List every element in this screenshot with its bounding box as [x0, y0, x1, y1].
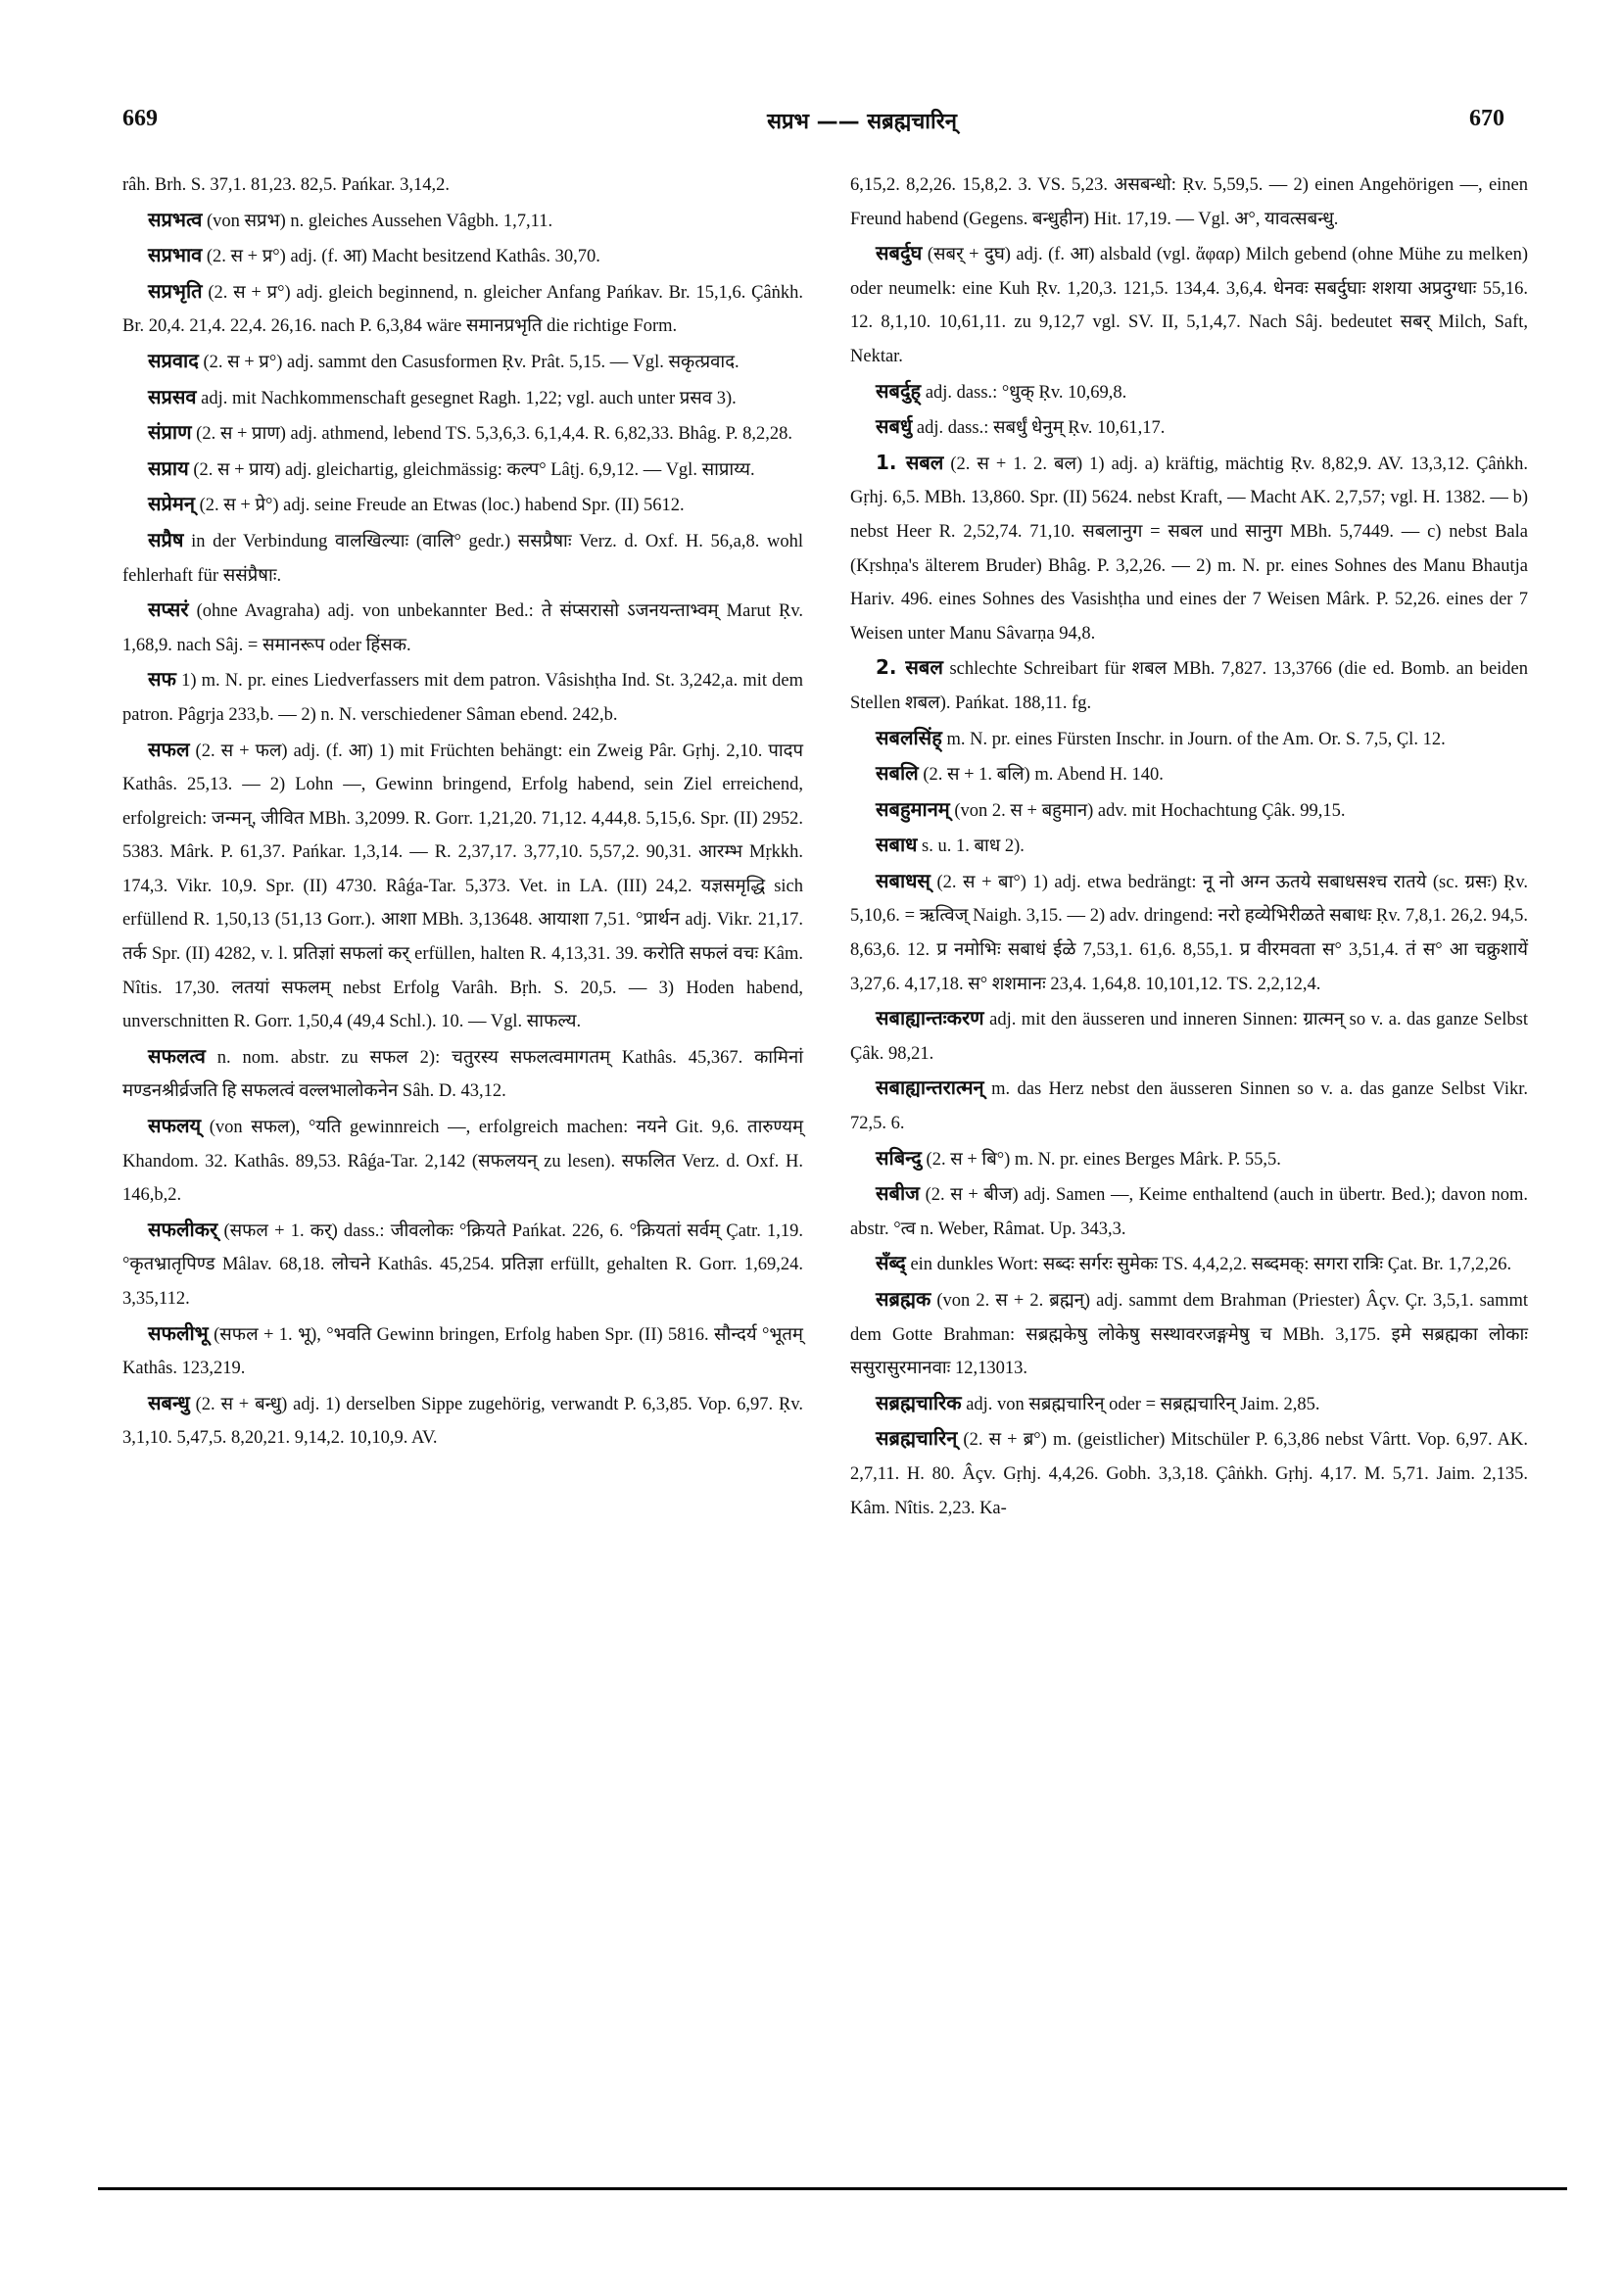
dictionary-entry — [122, 662, 803, 732]
entry-headword: सब्रह्मक — [876, 1287, 931, 1311]
dictionary-entry — [122, 593, 803, 662]
entry-headword: सप्रवाद — [148, 348, 199, 372]
entry-headword: सँब्द् — [876, 1251, 906, 1275]
entry-headword: सबन्धु — [148, 1390, 190, 1414]
entry-headword: सप्राय — [148, 455, 189, 480]
entry-text: (2. स + बि°) m. N. pr. eines Berges Mârk. P. 55,5. — [926, 1149, 1281, 1170]
entry-headword: संप्राण — [148, 420, 192, 445]
footer-rule — [98, 2187, 1567, 2190]
dictionary-entry — [122, 274, 803, 344]
dictionary-entry — [122, 415, 803, 452]
dictionary-entry — [850, 828, 1528, 864]
dictionary-entry — [850, 1421, 1528, 1525]
entry-text: (2. स + प्र°) adj. sammt den Casusformen Ṛv. Prât. 5,15. — Vgl. सकृत्प्रवाद. — [203, 352, 739, 372]
entry-headword: सफलत्व — [148, 1043, 206, 1068]
entry-headword: सबाह्यान्तःकरण — [876, 1006, 984, 1030]
dictionary-entry — [850, 1176, 1528, 1246]
dictionary-entry — [850, 374, 1528, 410]
entry-headword: सबिन्दु — [876, 1145, 922, 1170]
entry-text: (2. स + ब्र°) m. (geistlicher) Mitschüler P. 6,3,86 nebst Vârtt. Vop. 6,97. AK. 2,7,11. H. 80. Âçv. Gṛhj. 4,4,26. Gobh. 3,3,18. Çâṅkh. Gṛhj. 4,17. M. 5,71. Jaim. 2,135. Kâm. Nîtis. 2,23. Ka- — [850, 1430, 1528, 1518]
right-column — [850, 168, 1528, 1525]
entry-text: (2. स + फल) adj. (f. आ) 1) mit Früchten behängt: ein Zweig Pâr. Gṛhj. 2,10. पादप Kathâs. 25,13. — 2) Lohn —, Gewinn bringend, Erfolg habend, sein Ziel erreichend, erfolgreich: जन्मन्, जीवित MBh. 3,2099. R. Gorr. 1,21,20. 71,12. 4,44,8. 5,15,6. Spr. (II) 2952. 5383. Mârk. P. 61,37. Pańkar. 1,3,14. — R. 2,37,17. 3,77,10. 5,57,2. 90,31. आरम्भ Mṛkkh. 174,3. Vikr. 10,9. Spr. (II) 4730. Râǵa-Tar. 5,373. Vet. in LA. (III) 24,2. यज्ञसमृद्धि sich erfüllend R. 1,50,13 (51,13 Gorr.). आशा MBh. 3,13648. आयाशा 7,51. °प्रार्थन adj. Vikr. 21,17. तर्क Spr. (II) 4282, v. l. प्रतिज्ञां सफलां कर् erfüllen, halten R. 4,13,31. 39. करोति सफलं वचः Kâm. Nîtis. 17,30. लतयां सफलम् nebst Erfolg Varâh. Bṛh. S. 20,5. — 3) Hoden habend, unverschnitten R. Gorr. 1,50,4 (49,4 Schl.). 10. — Vgl. साफल्य. — [122, 741, 803, 1032]
entry-text: râh. Brh. S. 37,1. 81,23. 82,5. Pańkar. 3,14,2. — [122, 175, 451, 195]
entry-text: in der Verbindung वालखिल्याः (वालि° gedr.) ससप्रैषाः Verz. d. Oxf. H. 56,a,8. wohl fehlerhaft für ससंप्रैषाः. — [122, 531, 803, 586]
entry-headword: सप्रेमन् — [148, 492, 195, 516]
dictionary-entry — [850, 721, 1528, 757]
entry-text: m. N. pr. eines Fürsten Inschr. in Journ. of the Am. Or. S. 7,5, Çl. 12. — [946, 729, 1446, 749]
entry-text: (von 2. स + 2. ब्रह्मन्) adj. sammt dem Brahman (Priester) Âçv. Çr. 3,5,1. sammt dem Gotte Brahman: सब्रह्मकेषु लोकेषु सस्थावरजङ्गमेषु च MBh. 3,175. इमे सब्रह्मका लोकाः ससुरासुरमानवाः 12,13013. — [850, 1291, 1528, 1379]
entry-headword: सप्रसव — [148, 384, 197, 408]
entry-headword: सबर्दुघ — [876, 241, 923, 265]
entry-headword: सबाह्यान्तरात्मन् — [876, 1076, 984, 1100]
entry-text: (सबर् + दुघ) adj. (f. आ) alsbald (vgl. ἄφαρ) Milch gebend (ohne Mühe zu melken) oder neumelk: eine Kuh Ṛv. 1,20,3. 121,5. 134,4. 3,6,4. धेनवः सबर्दुघाः शशया अप्रदुग्धाः 55,16. 12. 8,1,10. 10,61,11. zu 9,12,7 vgl. SV. II, 5,1,4,7. Nach Sâj. bedeutet सबर् Milch, Saft, Nektar. — [850, 245, 1529, 366]
entry-headword: सबलि — [876, 761, 919, 786]
dictionary-entry — [850, 168, 1528, 236]
dictionary-entry — [122, 487, 803, 523]
entry-text: adj. dass.: °धुक् Ṛv. 10,69,8. — [925, 382, 1127, 403]
dictionary-entry — [850, 1246, 1528, 1282]
entry-headword: 1. सबल — [876, 450, 944, 474]
entry-text: (von सप्रभ) n. gleiches Aussehen Vâgbh. 1,7,11. — [207, 211, 553, 231]
dictionary-entry — [850, 1001, 1528, 1071]
dictionary-entry — [122, 1213, 803, 1316]
dictionary-entry — [850, 446, 1528, 651]
dictionary-entry — [122, 203, 803, 239]
entry-text: (2. स + प्रे°) adj. seine Freude an Etwas (loc.) habend Spr. (II) 5612. — [199, 496, 685, 516]
entry-headword: सबर्धु — [876, 414, 913, 439]
dictionary-entry — [850, 409, 1528, 446]
entry-text: schlechte Schreibart für शबल MBh. 7,827. 13,3766 (die ed. Bomb. an beiden Stellen शबल). Pańkat. 188,11. fg. — [850, 659, 1529, 713]
entry-headword: सबलसिंह् — [876, 725, 942, 749]
entry-headword: सब्रह्मचारिन् — [876, 1426, 958, 1451]
dictionary-entry — [122, 1039, 803, 1109]
dictionary-entry — [122, 168, 803, 203]
entry-text: (सफल + 1. भू), °भवति Gewinn bringen, Erfolg haben Spr. (II) 5816. सौन्दर्य °भूतम् Kathâs. 123,219. — [122, 1324, 803, 1379]
entry-headword: 2. सबल — [876, 655, 943, 680]
entry-text: (2. स + प्र°) adj. gleich beginnend, n. gleicher Anfang Pańkav. Br. 15,1,6. Çâṅkh. Br. 20,4. 21,4. 22,4. 26,16. nach P. 6,3,84 wäre समानप्रभृति die richtige Form. — [122, 282, 803, 337]
entry-text: adj. von सब्रह्मचारिन् oder = सब्रह्मचारिन् Jaim. 2,85. — [966, 1394, 1320, 1414]
dictionary-entry — [122, 1386, 803, 1456]
entry-text: (2. स + 1. 2. बल) 1) adj. a) kräftig, mächtig Ṛv. 8,82,9. AV. 13,3,12. Çâṅkh. Gṛhj. 6,5. MBh. 13,860. Spr. (II) 5624. nebst Kraft, — Macht AK. 2,7,57; vgl. H. 1382. — b) nebst Heer R. 2,52,74. 71,10. सबलानुग = सबल und सानुग MBh. 5,7449. — c) nebst Bala (Kṛshṇa's älterem Bruder) Bhâg. P. 3,2,26. — 2) m. N. pr. eines Sohnes des Manu Bhautja Hariv. 496. eines Sohnes des Vasishṭha und eines der 7 Weisen Mârk. P. 52,26. eines der 7 Weisen unter Manu Sâvarṇa 94,8. — [850, 454, 1529, 644]
entry-text: (2. स + बीज) adj. Samen —, Keime enthaltend (auch in übertr. Bed.); davon nom. abstr. °त्व n. Weber, Râmat. Up. 343,3. — [850, 1185, 1528, 1239]
entry-text: ein dunkles Wort: सब्दः सर्गरः सुमेकः TS. 4,4,2,2. सब्दमक्: सगरा रात्रिः Çat. Br. 1,7,2,26. — [910, 1255, 1512, 1275]
entry-headword: सफलीकर् — [148, 1217, 218, 1241]
entry-headword: सबीज — [876, 1181, 920, 1206]
entry-text: adj. mit Nachkommenschaft gesegnet Ragh. 1,22; vgl. auch unter प्रसव 3). — [201, 388, 737, 408]
dictionary-entry — [850, 1386, 1528, 1422]
entry-text: (von सफल), °यति gewinnreich —, erfolgreich machen: नयने Git. 9,6. तारुण्यम् Khandom. 32. Kathâs. 89,53. Râǵa-Tar. 2,142 (सफलयन् zu lesen). सफलित Verz. d. Oxf. H. 146,b,2. — [122, 1118, 804, 1206]
page-number-right: 670 — [1469, 106, 1504, 131]
entry-text: (2. स + प्राण) adj. athmend, lebend TS. 5,3,6,3. 6,1,4,4. R. 6,82,33. Bhâg. P. 8,2,28. — [196, 424, 792, 445]
dictionary-entry — [122, 344, 803, 380]
running-header: सप्रभ —— सब्रह्मचारिन् — [767, 110, 957, 134]
entry-headword: सफलय् — [148, 1114, 202, 1138]
entry-text: (2. स + प्राय) adj. gleichartig, gleichmässig: कल्प° Lâṭj. 6,9,12. — Vgl. साप्राय्य. — [193, 459, 755, 480]
entry-headword: सफलीभू — [148, 1320, 209, 1345]
entry-text: (2. स + 1. बलि) m. Abend H. 140. — [923, 765, 1164, 786]
entry-headword: सफल — [148, 737, 190, 761]
entry-text: m. das Herz nebst den äusseren Sinnen so v. a. das ganze Selbst Vikr. 72,5. 6. — [850, 1079, 1529, 1134]
entry-headword: सबाध — [876, 833, 918, 857]
dictionary-entry — [122, 1316, 803, 1386]
dictionary-entry — [122, 452, 803, 488]
entry-headword: सप्रभत्व — [148, 207, 203, 231]
dictionary-entry — [850, 650, 1528, 720]
entry-text: adj. dass.: सबर्धुं धेनुम् Ṛv. 10,61,17. — [916, 418, 1166, 439]
entry-text: (ohne Avagraha) adj. von unbekannter Bed.: ते संप्सरासो ऽजनयन्ताभ्वम् Marut Ṛv. 1,68,9. nach Sâj. = समानरूप oder हिंसक. — [122, 601, 803, 655]
entry-headword: सब्रह्मचारिक — [876, 1390, 962, 1414]
dictionary-entry — [850, 236, 1528, 373]
dictionary-entry — [122, 238, 803, 274]
dictionary-entry — [122, 523, 803, 593]
entry-headword: सप्रैष — [148, 527, 184, 551]
dictionary-entry — [122, 1109, 803, 1213]
entry-headword: सफ — [148, 667, 176, 692]
dictionary-entry — [122, 380, 803, 416]
dictionary-entry — [850, 864, 1528, 1001]
entry-text: (2. स + बा°) 1) adj. etwa bedrängt: नू नो अग्न ऊतये सबाधसश्च रातये (sc. ग्रसः) Ṛv. 5,10,6. = ऋत्विज् Naigh. 3,15. — 2) adv. dringend: नरो हव्येभिरीळते सबाधः Ṛv. 7,8,1. 26,2. 94,5. 8,63,6. 12. प्र नमोभिः सबाधं ईळे 7,53,1. 61,6. 8,55,1. प्र वीरमवता स° 3,51,4. तं स° आ चक्रुशायें 3,27,6. 4,17,18. स° शशमानः 23,4. 1,64,8. 10,101,12. TS. 2,2,12,4. — [850, 872, 1528, 994]
entry-text: adj. mit den äusseren und inneren Sinnen: ग्रात्मन् so v. a. das ganze Selbst Çâk. 98,21. — [850, 1010, 1528, 1064]
entry-headword: सबाधस् — [876, 868, 930, 892]
entry-text: (2. स + बन्धु) adj. 1) derselben Sippe zugehörig, verwandt P. 6,3,85. Vop. 6,97. Ṛv. 3,1,10. 5,47,5. 8,20,21. 9,14,2. 10,10,9. AV. — [122, 1394, 803, 1449]
left-column — [122, 168, 803, 1456]
dictionary-entry — [850, 756, 1528, 792]
entry-text: 1) m. N. pr. eines Liedverfassers mit dem patron. Vâsishṭha Ind. St. 3,242,a. mit dem patron. Pâgrja 233,b. — 2) n. N. verschiedener Sâman ebend. 242,b. — [122, 671, 803, 725]
entry-text: s. u. 1. बाध 2). — [922, 837, 1025, 857]
dictionary-entry — [122, 733, 803, 1039]
dictionary-entry — [850, 1282, 1528, 1386]
dictionary-entry — [850, 792, 1528, 829]
entry-headword: सप्रभाव — [148, 243, 203, 267]
entry-text: (2. स + प्र°) adj. (f. आ) Macht besitzend Kathâs. 30,70. — [206, 247, 600, 267]
entry-text: (सफल + 1. कर्) dass.: जीवलोकः °क्रियते Pańkat. 226, 6. °क्रियतां सर्वम् Çatr. 1,19. °कृतभ्रातृपिण्ड Mâlav. 68,18. लोचने Kathâs. 45,254. प्रतिज्ञा erfüllt, gehalten R. Gorr. 1,69,24. 3,35,112. — [122, 1220, 804, 1309]
entry-headword: सबहुमानम् — [876, 796, 950, 821]
dictionary-entry — [850, 1071, 1528, 1140]
entry-headword: सप्रभृति — [148, 278, 203, 303]
dictionary-entry — [850, 1141, 1528, 1177]
entry-headword: सबर्दुह् — [876, 378, 922, 403]
page-number-left: 669 — [122, 106, 158, 131]
entry-headword: सप्सरं — [148, 598, 189, 622]
entry-text: n. nom. abstr. zu सफल 2): चतुरस्य सफलत्वमागतम् Kathâs. 45,367. कामिनां मण्डनश्रीर्व्रजति हि सफलत्वं वल्लभालोकनेन Sâh. D. 43,12. — [122, 1047, 804, 1102]
entry-text: 6,15,2. 8,2,26. 15,8,2. 3. VS. 5,23. असबन्धो: Ṛv. 5,59,5. — 2) einen Angehörigen —, einen Freund habend (Gegens. बन्धुहीन) Hit. 17,19. — Vgl. अ°, यावत्सबन्धु. — [850, 175, 1528, 229]
entry-text: (von 2. स + बहुमान) adv. mit Hochachtung Çâk. 99,15. — [954, 800, 1346, 821]
